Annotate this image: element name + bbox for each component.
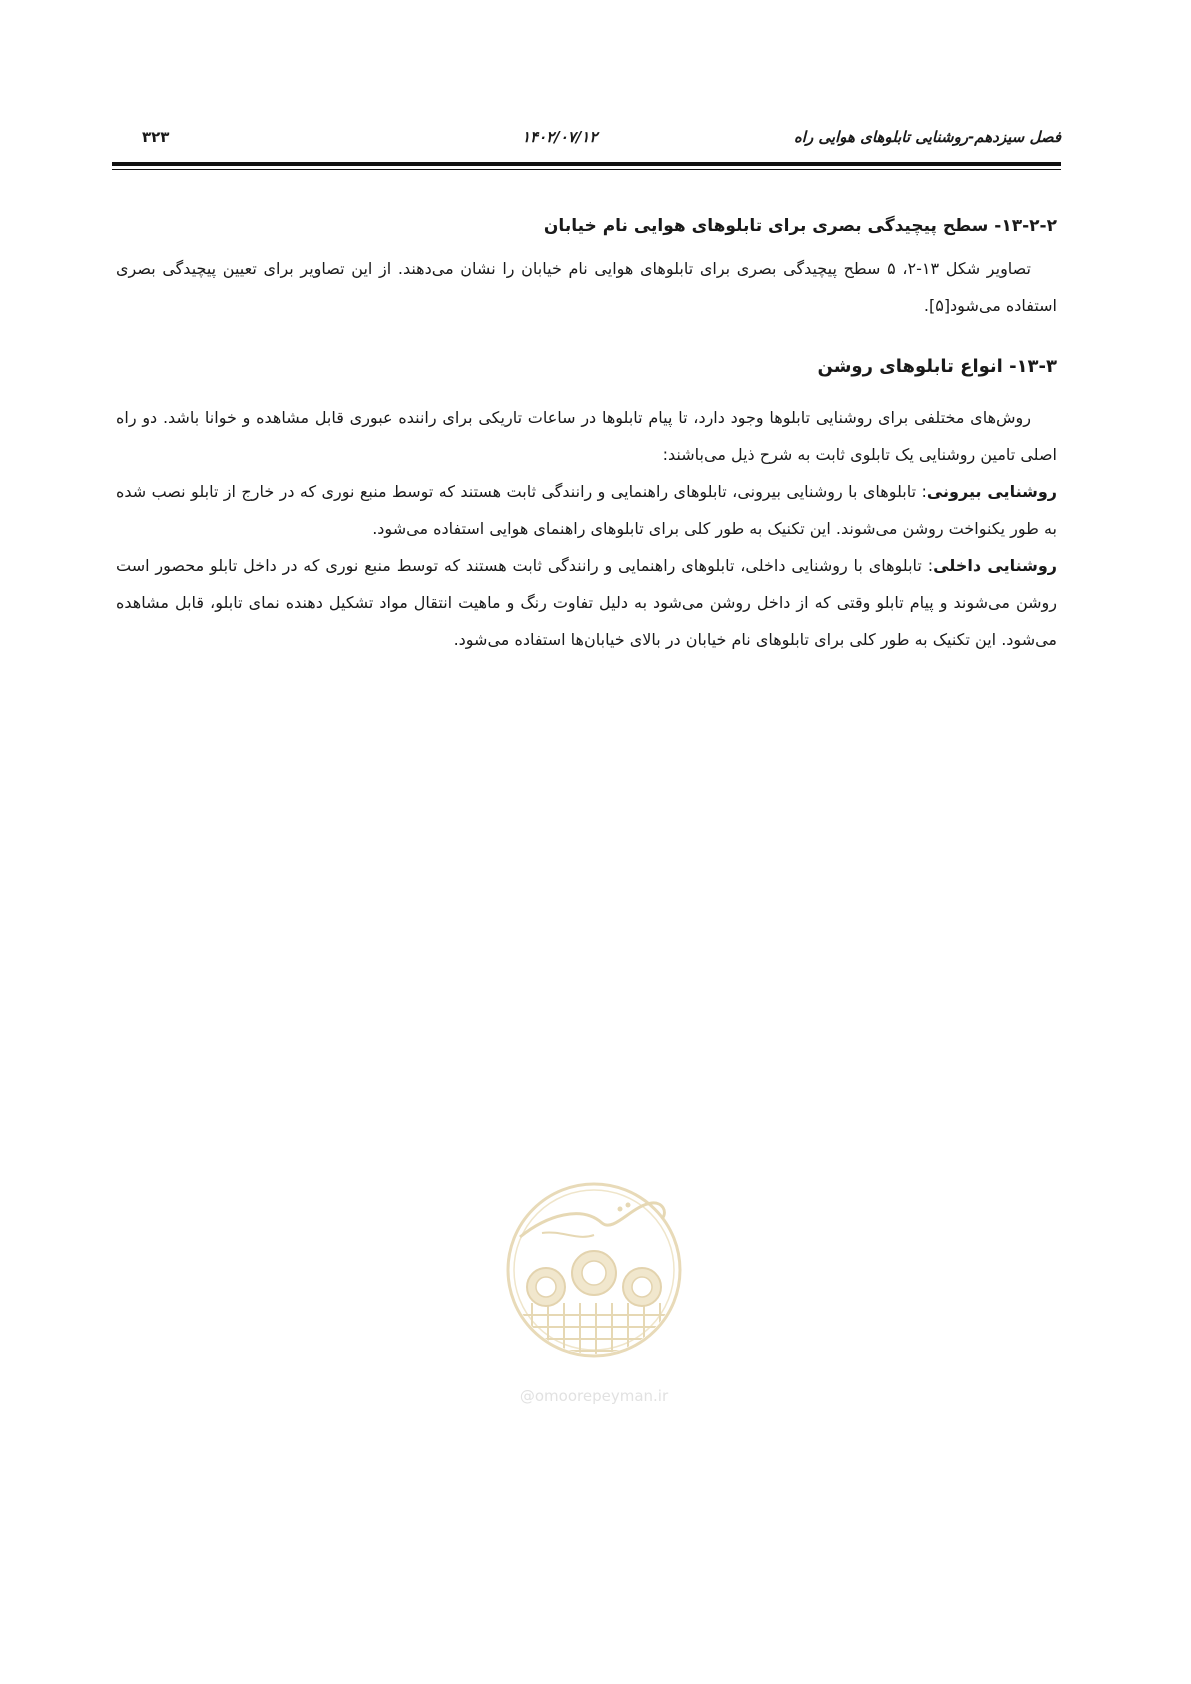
chapter-title: فصل سیزدهم-روشنایی تابلوهای هوایی راه xyxy=(793,128,1061,146)
header-rule-thin xyxy=(112,169,1061,170)
term-external-illumination: روشنایی بیرونی xyxy=(926,482,1057,501)
paragraph-illumination-intro: روش‌های مختلفی برای روشنایی تابلوها وجود دارد، تا پیام تابلوها در ساعات تاریکی برای راننده عبوری قابل مشاهده و خوانا باشد. دو راه اصلی تامین روشنایی یک تابلوی ثابت به شرح ذیل می‌باشند: xyxy=(116,408,1057,464)
page-number: ۳۲۳ xyxy=(142,128,170,146)
running-header xyxy=(112,128,1061,156)
term-internal-illumination: روشنایی داخلی xyxy=(933,556,1058,575)
external-illumination-text: : تابلوهای با روشنایی بیرونی، تابلوهای راهنمایی و رانندگی ثابت هستند که توسط منبع نوری که در خارج از تابلو نصب شده به طور یکنواخت روشن می‌شوند. این تکنیک به طور کلی برای تابلوهای راهنمای هوایی استفاده می‌شود. xyxy=(116,482,1057,538)
watermark-logo xyxy=(502,1175,686,1411)
paragraph-visual-complexity: تصاویر شکل ۱۳-۲، ۵ سطح پیچیدگی بصری برای تابلوهای هوایی نام خیابان را نشان می‌دهند. از این تصاویر برای تعیین پیچیدگی بصری استفاده می‌شود[۵]. xyxy=(116,259,1057,315)
section-heading-13-3: ۱۳-۳- انواع تابلوهای روشن xyxy=(817,356,1057,377)
header-date: ۱۴۰۲/۰۷/۱۲ xyxy=(522,128,598,146)
paragraph-internal-illumination xyxy=(116,547,1057,658)
internal-illumination-text: : تابلوهای با روشنایی داخلی، تابلوهای راهنمایی و رانندگی ثابت هستند که توسط منبع نوری که در داخل تابلو محصور است روشن می‌شوند و پیام تابلو وقتی که از داخل روشن می‌شود به دلیل تفاوت رنگ و ماهیت انتقال مواد تشکیل دهنده نمای تابلو، قابل مشاهده می‌شود. این تکنیک به طور کلی برای تابلوهای نام خیابان در بالای خیابان‌ها استفاده می‌شود. xyxy=(116,556,1057,649)
gears-logo-icon xyxy=(502,1175,686,1380)
header-rule xyxy=(112,162,1061,166)
paragraph-external-illumination xyxy=(116,473,1057,547)
watermark-handle: @omoorepeyman.ir xyxy=(519,1387,669,1405)
section-heading-13-2-2: ۱۳-۲-۲- سطح پیچیدگی بصری برای تابلوهای هوایی نام خیابان xyxy=(543,216,1057,236)
page-content xyxy=(116,216,1057,658)
